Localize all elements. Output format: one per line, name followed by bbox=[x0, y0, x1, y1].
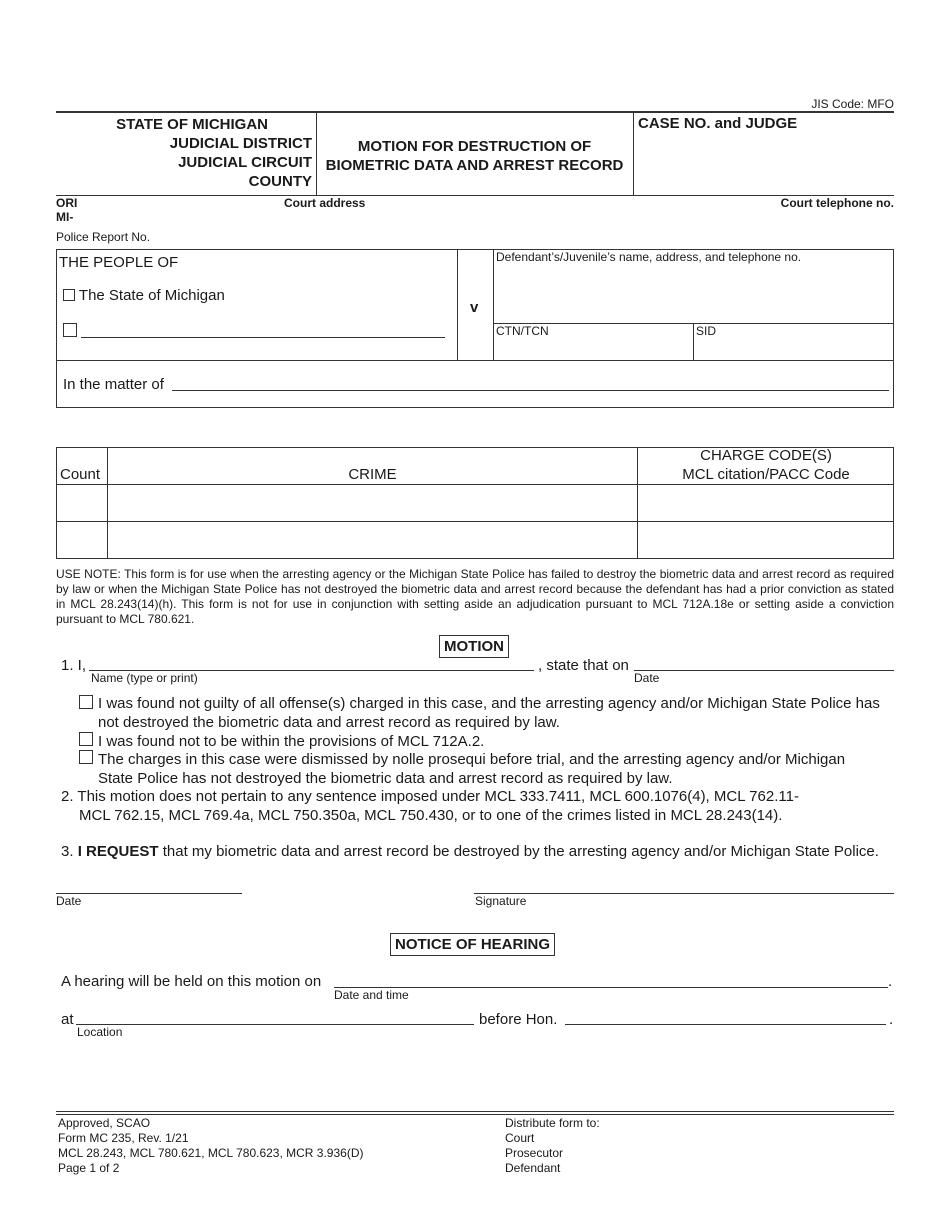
court-address-label: Court address bbox=[284, 196, 366, 210]
county-line: COUNTY bbox=[248, 173, 312, 190]
footer-page: Page 1 of 2 bbox=[58, 1161, 120, 1175]
other-plaintiff-option[interactable] bbox=[63, 323, 77, 341]
hearing-period: . bbox=[888, 973, 893, 990]
ctn-sid-divider bbox=[693, 323, 694, 360]
motion-date-line[interactable] bbox=[634, 670, 894, 671]
charge-row-2-code[interactable] bbox=[638, 522, 893, 558]
header-bottom-rule bbox=[56, 195, 894, 196]
footer-court: Court bbox=[505, 1131, 535, 1145]
mi-label: MI- bbox=[56, 210, 74, 224]
footer-rule-2 bbox=[56, 1114, 894, 1115]
form-title-line2: BIOMETRIC DATA AND ARREST RECORD bbox=[325, 157, 624, 174]
judge-period: . bbox=[889, 1011, 894, 1028]
ori-label: ORI bbox=[56, 196, 78, 210]
not-guilty-checkbox[interactable] bbox=[79, 695, 93, 709]
nolle-text-2: State Police has not destroyed the biometric data and arrest record as required by law. bbox=[98, 770, 673, 787]
motion-heading: MOTION bbox=[439, 635, 509, 658]
charge-row-2-crime[interactable] bbox=[108, 522, 637, 558]
other-plaintiff-checkbox[interactable] bbox=[63, 323, 77, 337]
footer-form-no: Form MC 235, Rev. 1/21 bbox=[58, 1131, 189, 1145]
datetime-caption: Date and time bbox=[334, 988, 409, 1002]
footer-distribute: Distribute form to: bbox=[505, 1116, 600, 1130]
parties-row-rule bbox=[56, 360, 894, 361]
state-option-label: The State of Michigan bbox=[78, 287, 225, 304]
footer-rule-1 bbox=[56, 1111, 894, 1112]
police-report-label: Police Report No. bbox=[56, 230, 151, 244]
notice-heading: NOTICE OF HEARING bbox=[390, 933, 555, 956]
item3-text: that my biometric data and arrest record be destroyed by the arresting agency and/or Michigan State Police. bbox=[162, 843, 879, 860]
parties-box bbox=[56, 249, 894, 408]
form-title-line1: MOTION FOR DESTRUCTION OF bbox=[357, 138, 592, 155]
item2 bbox=[61, 787, 799, 825]
state-option[interactable] bbox=[63, 287, 225, 304]
footer-left bbox=[58, 1116, 363, 1176]
option-nolle-prosequi[interactable] bbox=[79, 750, 845, 788]
not-within-text: I was found not to be within the provisions of MCL 712A.2. bbox=[98, 733, 485, 750]
header-divider-2 bbox=[633, 112, 634, 195]
defendant-label: Defendant’s/Juvenile’s name, address, and telephone no. bbox=[496, 250, 802, 264]
circuit-line: JUDICIAL CIRCUIT bbox=[178, 154, 312, 171]
form-title bbox=[318, 137, 631, 175]
item2-line2: MCL 762.15, MCL 769.4a, MCL 750.350a, MCL 750.430, or to one of the crimes listed in MCL 28.243(14). bbox=[79, 807, 783, 824]
sid-label: SID bbox=[696, 324, 717, 338]
item3-number: 3. bbox=[61, 843, 74, 860]
not-guilty-text-1: I was found not guilty of all offense(s) charged in this case, and the arresting agency and/or Michigan State Police has bbox=[98, 695, 880, 712]
mcl-citation-header: MCL citation/PACC Code bbox=[682, 466, 850, 483]
jis-code: JIS Code: MFO bbox=[811, 97, 894, 111]
charge-code-header: CHARGE CODE(S) bbox=[700, 447, 832, 464]
footer-defendant: Defendant bbox=[505, 1161, 561, 1175]
location-caption: Location bbox=[77, 1025, 123, 1039]
signature-label: Signature bbox=[475, 894, 527, 908]
in-matter-line[interactable] bbox=[172, 390, 889, 391]
hearing-text: A hearing will be held on this motion on bbox=[61, 973, 322, 990]
count-header: Count bbox=[60, 466, 101, 483]
case-no-label: CASE NO. and JUDGE bbox=[638, 115, 798, 132]
in-matter-label: In the matter of bbox=[63, 376, 164, 393]
charge-row-1-count[interactable] bbox=[57, 485, 107, 521]
location-line[interactable] bbox=[76, 1024, 474, 1025]
nolle-prosequi-checkbox[interactable] bbox=[79, 750, 93, 764]
item3-request: I REQUEST bbox=[77, 843, 159, 860]
nolle-text-1: The charges in this case were dismissed by nolle prosequi before trial, and the arresting agency and/or Michigan bbox=[98, 751, 846, 768]
at-label: at bbox=[61, 1011, 74, 1028]
signed-date-line[interactable] bbox=[56, 893, 242, 894]
charge-row-2-count[interactable] bbox=[57, 522, 107, 558]
charge-row-1-code[interactable] bbox=[638, 485, 893, 521]
not-within-checkbox[interactable] bbox=[79, 732, 93, 746]
signed-date-label: Date bbox=[56, 894, 82, 908]
hearing-datetime-line[interactable] bbox=[334, 987, 888, 988]
charge-row-1-crime[interactable] bbox=[108, 485, 637, 521]
before-hon-label: before Hon. bbox=[479, 1011, 558, 1028]
parties-divider-left bbox=[457, 249, 458, 361]
judge-line[interactable] bbox=[565, 1024, 886, 1025]
footer-approved: Approved, SCAO bbox=[58, 1116, 151, 1130]
not-guilty-text-2: not destroyed the biometric data and arrest record as required by law. bbox=[98, 714, 560, 731]
name-caption: Name (type or print) bbox=[91, 671, 198, 685]
header-divider-1 bbox=[316, 112, 317, 195]
item1-prefix: 1. I, bbox=[61, 657, 87, 674]
people-of-label: THE PEOPLE OF bbox=[59, 254, 179, 271]
district-line: JUDICIAL DISTRICT bbox=[169, 135, 312, 152]
state-line: STATE OF MICHIGAN bbox=[116, 116, 268, 133]
state-checkbox[interactable] bbox=[63, 289, 75, 301]
other-plaintiff-line[interactable] bbox=[81, 337, 445, 338]
footer-prosecutor: Prosecutor bbox=[505, 1146, 564, 1160]
signature-line[interactable] bbox=[474, 893, 894, 894]
item3 bbox=[61, 843, 879, 860]
court-phone-label: Court telephone no. bbox=[780, 196, 894, 210]
item2-line1: 2. This motion does not pertain to any sentence imposed under MCL 333.7411, MCL 600.1076(4), MCL 762.11- bbox=[61, 788, 799, 805]
footer-right bbox=[505, 1116, 600, 1176]
footer-mcl: MCL 28.243, MCL 780.621, MCL 780.623, MCR 3.936(D) bbox=[58, 1146, 364, 1160]
option-not-guilty[interactable] bbox=[79, 694, 880, 732]
date-caption: Date bbox=[634, 671, 660, 685]
option-not-within[interactable] bbox=[79, 732, 484, 751]
use-note: USE NOTE: This form is for use when the arresting agency or the Michigan State Police has failed to destroy the biometric data and arrest record as required by law or when the Michigan State Police has not destroyed the biometric data and arrest record because the defendant has had a prior conviction as stated in MCL 28.243(14)(h). This form is not for use in conjunction with setting aside an adjudication pursuant to MCL 712A.18e or setting aside a conviction pursuant to MCL 780.621. bbox=[56, 567, 894, 626]
header-top-rule bbox=[56, 111, 894, 113]
ctn-label: CTN/TCN bbox=[496, 324, 549, 338]
court-jurisdiction-block bbox=[56, 115, 312, 191]
parties-divider-right bbox=[493, 249, 494, 361]
versus-label: v bbox=[470, 299, 479, 316]
crime-header: CRIME bbox=[348, 466, 397, 483]
item1-mid: , state that on bbox=[538, 657, 629, 674]
